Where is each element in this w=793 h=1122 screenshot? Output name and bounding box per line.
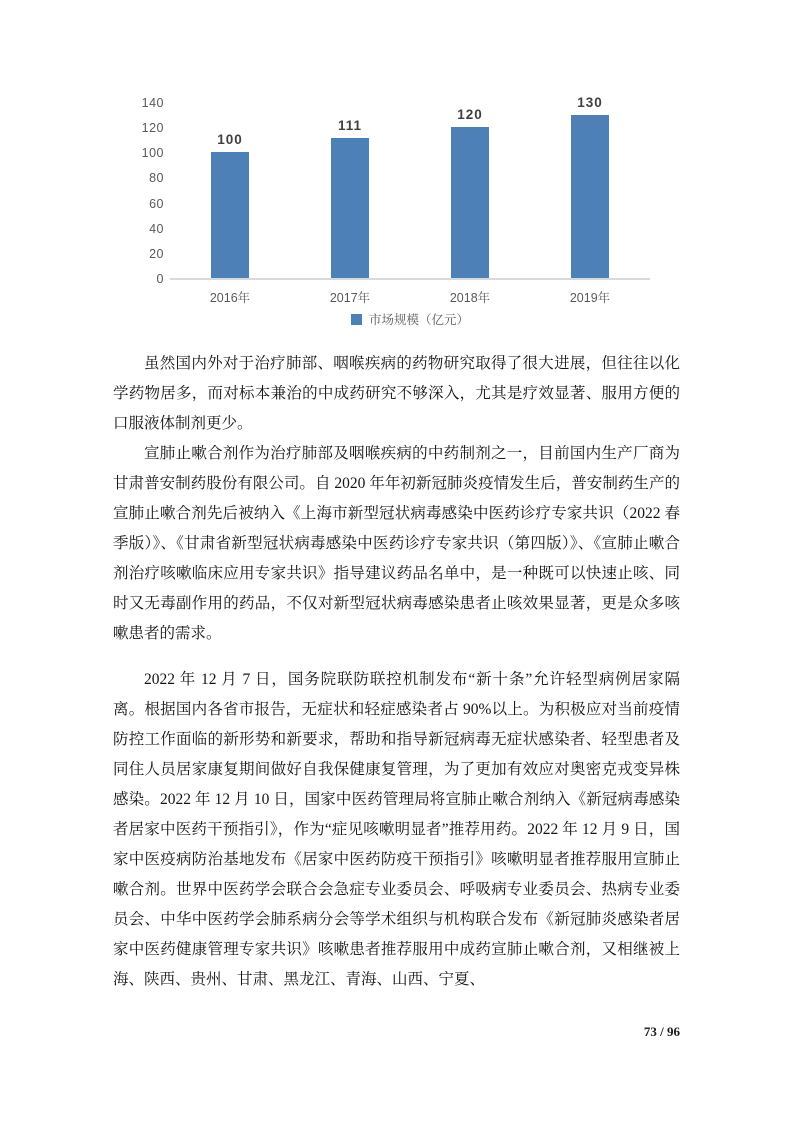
paragraph: 虽然国内外对于治疗肺部、咽喉疾病的药物研究取得了很大进展，但往往以化学药物居多，而对标本兼治的中成药研究不够深入，尤其是疗效显著、服用方便的口服液体制剂更少。 — [113, 355, 680, 432]
market-size-bar-chart — [0, 0, 793, 345]
y-axis-tick-label: 20 — [149, 246, 164, 261]
y-axis-tick-label: 0 — [156, 272, 164, 286]
chart-x-axis-labels — [170, 288, 650, 306]
bar-2018年 — [451, 127, 489, 278]
y-axis-tick-label: 40 — [149, 221, 164, 236]
legend-square-icon — [351, 314, 362, 325]
bar-2016年 — [211, 152, 249, 278]
bar-group-2017年 — [290, 118, 410, 278]
x-axis-label-2017年: 2017年 — [329, 291, 371, 305]
y-axis-tick-label: 120 — [141, 121, 164, 136]
y-axis-tick-label: 140 — [141, 96, 164, 110]
x-axis-label-2019年: 2019年 — [569, 291, 611, 305]
page-number: 73 / 96 — [643, 1024, 680, 1039]
y-axis-tick-label: 60 — [149, 196, 164, 211]
body-text — [113, 349, 680, 995]
bar-value-label: 111 — [337, 118, 363, 134]
bar-group-2016年 — [170, 132, 290, 278]
x-axis-label-2016年: 2016年 — [209, 291, 251, 305]
paragraph: 2022 年 12 月 7 日，国务院联防联控机制发布“新十条”允许轻型病例居家隔离。根据国内各省市报告，无症状和轻症感染者占 90%以上。为积极应对当前疫情防控工作面临的新形势和新要求，帮助和指导新冠病毒无症状感染者、轻型患者及同住人员居家康复期间做好自我保健康复管理，为了更加有效应对奥密克戎变异株感染。2022 年 12 月 10 日，国家中医药管理局将宣肺止嗽合剂纳入《新冠病毒感染者居家中医药干预指引》，作为“症见咳嗽明显者”推荐用药。2022 年 12 月 9 日，国家中医疫病防治基地发布《居家中医药防疫干预指引》咳嗽明显者推荐服用宣肺止嗽合剂。世界中医药学会联合会急症专业委员会、呼吸病专业委员会、热病专业委员会、中华中医药学会肺系病分会等学术组织与机构联合发布《新冠肺炎感染者居家中医药健康管理专家共识》咳嗽患者推荐服用中成药宣肺止嗽合剂，又相继被上海、陕西、贵州、甘肃、黑龙江、青海、山西、宁夏、 — [113, 671, 680, 988]
legend-label: 市场规模（亿元） — [368, 313, 469, 327]
y-axis-tick-label: 100 — [141, 146, 164, 161]
x-axis-label-2018年: 2018年 — [449, 291, 491, 305]
bar-2019年 — [571, 115, 609, 278]
bar-value-label: 130 — [577, 94, 603, 110]
bar-2017年 — [331, 138, 369, 278]
chart-plot-area — [141, 94, 650, 286]
bar-group-2019年 — [530, 95, 650, 278]
chart-legend — [170, 310, 650, 328]
bar-group-2018年 — [410, 107, 530, 278]
bar-value-label: 100 — [217, 132, 243, 148]
y-axis-tick-label: 80 — [149, 171, 164, 186]
bar-value-label: 120 — [457, 107, 483, 123]
chart-bars — [170, 94, 650, 278]
paragraph: 宣肺止嗽合剂作为治疗肺部及咽喉疾病的中药制剂之一，目前国内生产厂商为甘肃普安制药股份有限公司。自 2020 年年初新冠肺炎疫情发生后，普安制药生产的宣肺止嗽合剂先后被纳入《上海市新型冠状病毒感染中医药诊疗专家共识（2022 春季版）》、《甘肃省新型冠状病毒感染中医药诊疗专家共识（第四版）》、《宣肺止嗽合剂治疗咳嗽临床应用专家共识》指导建议药品名单中，是一种既可以快速止咳、同时又无毒副作用的药品，不仅对新型冠状病毒感染患者止咳效果显著，更是众多咳嗽患者的需求。 — [113, 445, 680, 642]
